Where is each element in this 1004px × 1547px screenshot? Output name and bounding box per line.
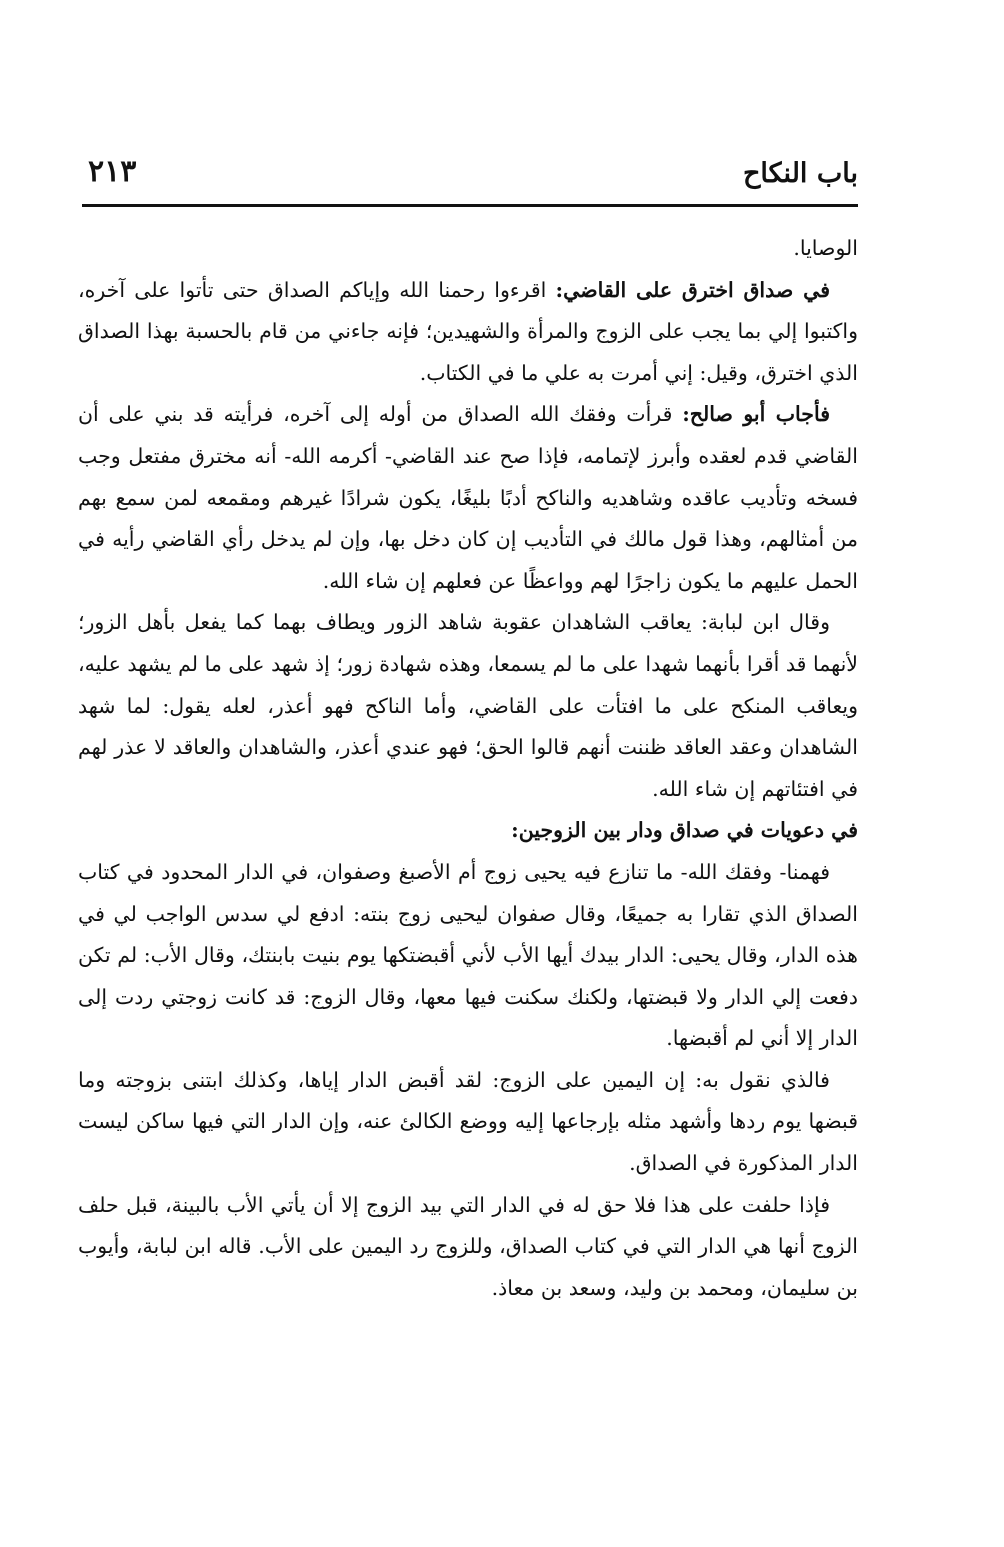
paragraph-text: وقال ابن لبابة: يعاقب الشاهدان عقوبة شاهد الزور ويطاف بهما كما يفعل بأهل الزور؛ لأنهما قد أقرا بأنهما شهدا على ما لم يسمعا، وهذه شهادة زور؛ إذ شهد على ما لم يشهد عليه، ويعاقب المنكح على ما افتأت على القاضي، وأما الناكح فهو أعذر، لعله يقول: لما شهد الشاهدان وعقد العاقد ظننت أنهم قالوا الحق؛ فهو عندي أعذر، والشاهدان والعاقد لا عذر لهم في افتئاتهم إن شاء الله. (78, 610, 858, 801)
paragraph (78, 1060, 858, 1185)
paragraph (78, 394, 858, 602)
paragraph-text: فإذا حلفت على هذا فلا حق له في الدار التي بيد الزوج إلا أن يأتي الأب بالبينة، قبل حلف الزوج أنها هي الدار التي في كتاب الصداق، وللزوج رد اليمين على الأب. قاله ابن لبابة، وأيوب بن سليمان، ومحمد بن وليد، وسعد بن معاذ. (78, 1192, 858, 1300)
page-header (82, 150, 858, 198)
paragraph (78, 852, 858, 1060)
paragraph (78, 228, 858, 270)
chapter-title: باب النكاح (742, 158, 858, 189)
paragraph-lead: في صداق اخترق على القاضي: (555, 277, 831, 302)
paragraph-text: فالذي نقول به: إن اليمين على الزوج: لقد أقبض الدار إياها، وكذلك ابتنى بزوجته وما قبضها يوم ردها وأشهد مثله بإرجاعها إليه ووضع الكالئ عنه، وإن الدار التي فيها ساكن ليست الدار المذكورة في الصداق. (78, 1067, 858, 1176)
paragraph-text: الوصايا. (793, 236, 858, 260)
section-heading: في دعويات في صداق ودار بين الزوجين: (511, 818, 858, 843)
paragraph-text: قرأت وفقك الله الصداق من أوله إلى آخره، فرأيته قد بني على أن القاضي قدم لعقده وأبرز لإتمامه، فإذا صح عند القاضي- أكرمه الله- أنه مخترق مفتعل وجب فسخه وتأديب عاقده وشاهديه والناكح أدبًا بليغًا، يكون شرادًا غيرهم ومقمعه لمن سمع بهم من أمثالهم، وهذا قول مالك في التأديب إن كان دخل بها، وإن لم يدخل رأي القاضي رأيه في الحمل عليهم ما يكون زاجرًا لهم وواعظًا عن فعلهم إن شاء الله. (78, 402, 859, 593)
paragraph (78, 270, 858, 395)
paragraph-text: فهمنا- وفقك الله- ما تنازع فيه يحيى زوج أم الأصبغ وصفوان، في الدار المحدود في كتاب الصداق الذي تقارا به جميعًا، وقال صفوان ليحيى زوج بنته: ادفع لي سدس الواجب لي في هذه الدار، وقال يحيى: الدار بيدك أيها الأب لأني أقبضتكها يوم بنيت بابنتك، وقال الأب: لم تكن دفعت إلي الدار ولا قبضتها، ولكنك سكنت فيها معها، وقال الزوج: قد كانت زوجتي ردت إلى الدار إلا أني لم أقبضها. (78, 859, 858, 1051)
paragraph (78, 602, 858, 810)
paragraph-lead: فأجاب أبو صالح: (682, 402, 830, 427)
paragraph-text: اقرءوا رحمنا الله وإياكم الصداق حتى تأتوا على آخره، واكتبوا إلي بما يجب على الزوج والمرأة والشهيدين؛ فإنه جاءني من قام بالحسبة بهذا الصداق الذي اخترق، وقيل: إني أمرت به علي ما في الكتاب. (78, 277, 858, 385)
header-rule (82, 204, 858, 207)
page-number: ٢١٣ (88, 154, 137, 189)
body-text (78, 228, 858, 1309)
paragraph (78, 1185, 858, 1310)
